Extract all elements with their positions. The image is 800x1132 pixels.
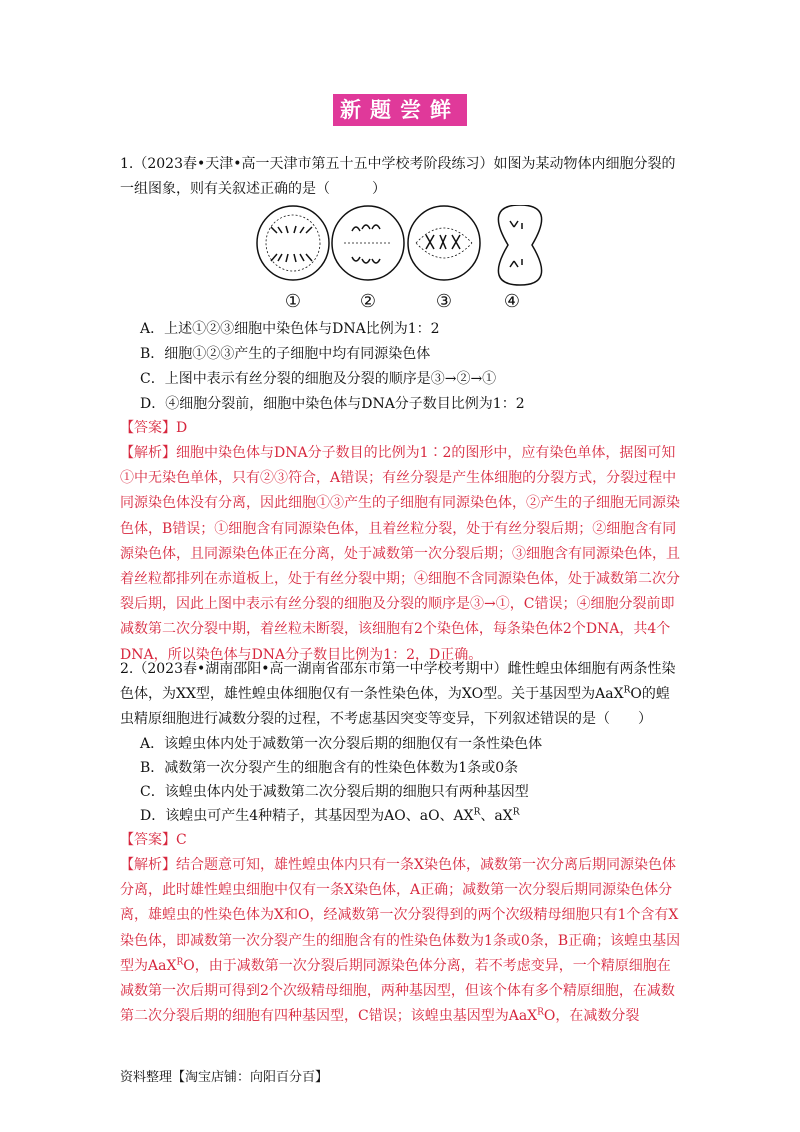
q2-explanation-sup2: R xyxy=(537,1007,544,1018)
page-footer: 资料整理【淘宝店铺：向阳百分百】 xyxy=(120,1070,329,1085)
question-2-stem xyxy=(120,657,683,732)
q1-explanation xyxy=(120,441,683,668)
question-1-options xyxy=(140,317,525,417)
q2-stem-part-a: 2.（2023春•湖南邵阳•高一湖南省邵东市第一中学校考期中）雌性蝗虫体细胞有两条性染色体，为XX型，雄性蝗虫体细胞仅有一条性染色体，为XO型。关于基因型为AaX xyxy=(120,661,676,702)
q2-option-c: C．该蝗虫体内处于减数第二次分裂后期的细胞只有两种基因型 xyxy=(140,784,529,800)
cell-division-figure xyxy=(256,205,548,311)
q1-option-a: A．上述①②③细胞中染色体与DNA比例为1：2 xyxy=(140,321,440,337)
q2-explanation-part-a: 结合题意可知，雄性蝗虫体内只有一条X染色体，减数第一次分离后期同源染色体分离，此时雄性蝗虫细胞中仅有一条X染色体，A正确；减数第一次分裂后期同源染色体分离，雄蝗虫的性染色体为X和O，经减数第一次分裂得到的两个次级精母细胞只有1个含有X染色体，即减数第一次分裂产生的细胞含有的性染色体数为1条或0条，B正确；该蝗虫基因型为AaX xyxy=(120,857,681,974)
figure-label-2: ② xyxy=(359,291,377,311)
figure-label-3: ③ xyxy=(435,291,453,311)
q2-explanation-sup1: R xyxy=(176,957,184,968)
q2-option-d-part-a: D．该蝗虫可产生4种精子，其基因型为AO、aO、AX xyxy=(140,808,474,824)
q1-answer: 【答案】D xyxy=(120,420,188,436)
q2-option-a: A．该蝗虫体内处于减数第一次分裂后期的细胞仅有一条性染色体 xyxy=(140,736,543,752)
q2-explanation-part-c: O，在减数分裂 xyxy=(543,1008,640,1025)
q2-answer: 【答案】C xyxy=(120,832,187,848)
q2-stem-part-b: O的蝗虫精原细胞进行减数分裂的过程，不考虑基因突变等变异，下列叙述错误的是（ ） xyxy=(120,686,670,727)
question-2-options xyxy=(140,732,542,828)
q2-explanation-part-b: O，由于减数第一次分裂后期同源染色体分离，若不考虑变异，一个精原细胞在减数第一次后期可得到2个次级精母细胞，两种基因型，但该个体有多个精原细胞，在减数第二次分裂后期的细胞有四种基因型，C错误；该蝗虫基因型为AaX xyxy=(120,957,675,1025)
q1-option-b: B．细胞①②③产生的子细胞中均有同源染色体 xyxy=(140,346,431,362)
q1-option-c: C．上图中表示有丝分裂的细胞及分裂的顺序是③→②→① xyxy=(140,371,497,387)
q1-explanation-text: 细胞中染色体与DNA分子数目的比例为1∶2的图形中，应有染色单体，据图可知①中无染色单体，只有②③符合，A错误；有丝分裂是产生体细胞的分裂方式，分裂过程中同源染色体没有分离，因此细胞①③产生的子细胞有同源染色体，②产生的子细胞无同源染色体，B错误；①细胞含有同源染色体，且着丝粒分裂，处于有丝分裂后期；②细胞含有同源染色体，且同源染色体正在分离，处于减数第一次分裂后期；③细胞含有同源染色体，且着丝粒都排列在赤道板上，处于有丝分裂中期；④细胞不含同源染色体，处于减数第二次分裂后期，因此上图中表示有丝分裂的细胞及分裂的顺序是③→①，C错误；④细胞分裂前即减数第二次分裂中期，着丝粒未断裂，该细胞有2个染色体，每条染色体2个DNA，共4个DNA，所以染色体与DNA分子数目比例为1：2，D正确。 xyxy=(120,445,680,663)
q2-option-d-sup2: R xyxy=(512,807,520,818)
q2-explanation-label: 【解析】 xyxy=(120,857,176,873)
q2-stem-sup: R xyxy=(623,685,631,696)
q2-option-d-part-b: 、aX xyxy=(480,808,513,824)
figure-label-1: ① xyxy=(284,291,302,311)
q2-option-d-sup1: R xyxy=(473,807,481,818)
q2-explanation xyxy=(120,853,683,1029)
q2-option-b: B．减数第一次分裂产生的细胞含有的性染色体数为1条或0条 xyxy=(140,760,519,776)
q1-option-d: D．④细胞分裂前，细胞中染色体与DNA分子数目比例为1：2 xyxy=(140,396,525,412)
q2-option-d xyxy=(140,804,542,828)
question-1-stem: 1.（2023春•天津•高一天津市第五十五中学校考阶段练习）如图为某动物体内细胞分裂的一组图象，则有关叙述正确的是（ ） xyxy=(120,156,676,197)
figure-label-4: ④ xyxy=(503,291,521,311)
section-banner: 新题尝鲜 xyxy=(333,94,467,126)
q1-explanation-label: 【解析】 xyxy=(120,445,176,461)
